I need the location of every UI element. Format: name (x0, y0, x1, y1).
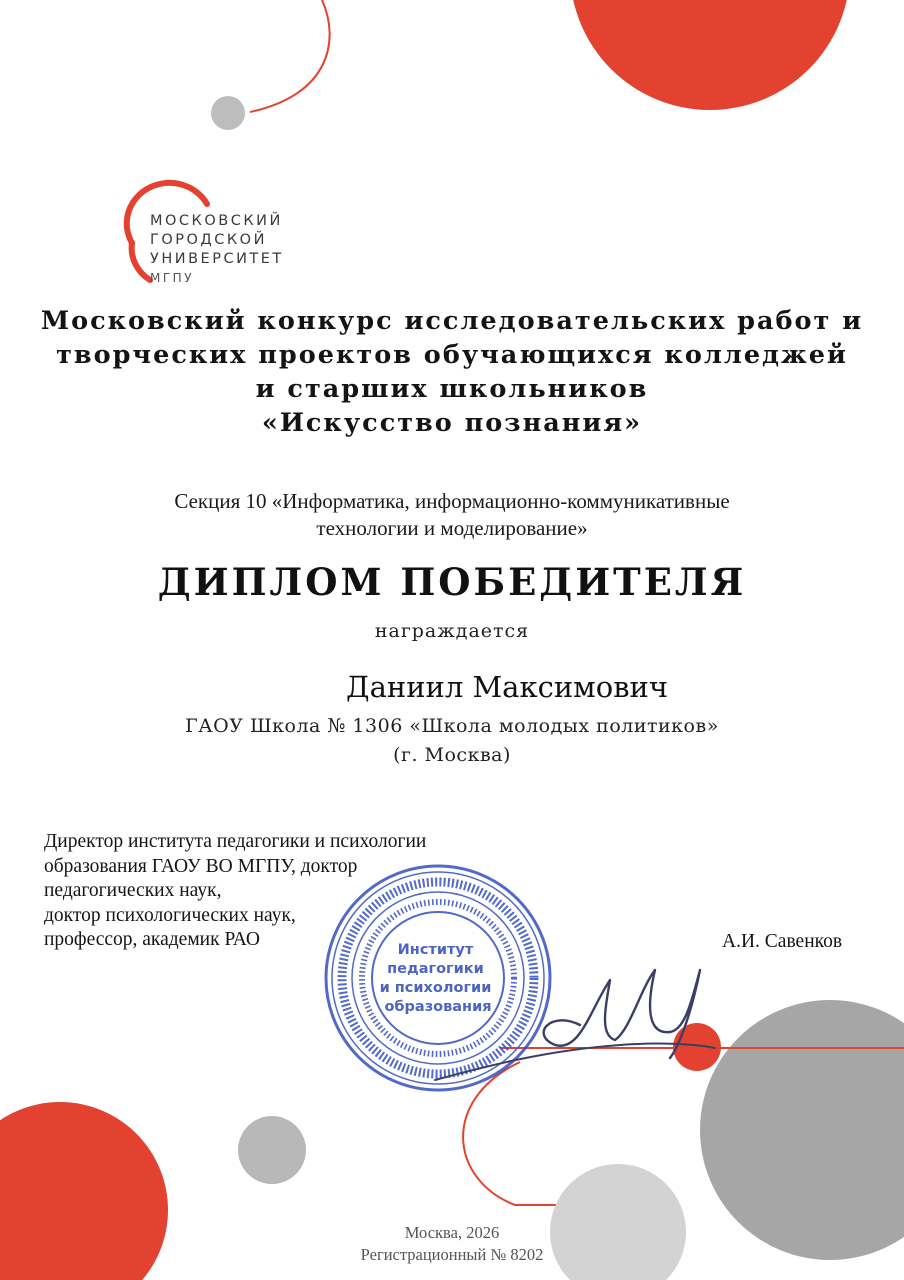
handwritten-signature (430, 940, 720, 1090)
bottom-left-gray-dot (238, 1116, 306, 1184)
position-line: Директор института педагогики и психологии (44, 831, 427, 852)
logo-line-4: МГПУ (150, 271, 195, 285)
awarded-label: награждается (374, 620, 530, 642)
bottom-right-gray-circle (700, 1000, 904, 1260)
section-line-2: технологии и моделирование» (316, 516, 588, 540)
title-line-4: «Искусство познания» (261, 408, 643, 438)
footer-registration: Регистрационный № 8202 (360, 1245, 544, 1264)
position-line: педагогических наук, (44, 880, 222, 901)
school-line-2: (г. Москва) (393, 744, 511, 766)
stamp-center-line: образования (384, 999, 492, 1015)
diploma-title: ДИПЛОМ ПОБЕДИТЕЛЯ (157, 560, 747, 604)
footer-city-year: Москва, 2026 (404, 1223, 500, 1242)
section-name (40, 488, 864, 542)
top-right-red-circle (570, 0, 850, 110)
top-left-gray-dot (211, 96, 245, 130)
logo-line-2: ГОРОДСКОЙ (150, 232, 267, 248)
logo-line-1: МОСКОВСКИЙ (150, 213, 283, 229)
stamp-center-line: педагогики (387, 961, 484, 977)
signatory-name: А.И. Савенков (722, 931, 843, 952)
university-logo (150, 212, 284, 288)
stamp-center-line: Институт (397, 942, 474, 958)
title-line-1: Московский конкурс исследовательских работ и (40, 306, 864, 336)
section-line-1: Секция 10 «Информатика, информационно-коммуникативные (174, 489, 730, 513)
logo-red-arc-tail (132, 243, 150, 280)
position-line: образования ГАОУ ВО МГПУ, доктор (44, 855, 358, 877)
recipient-school (40, 712, 864, 770)
title-line-2: творческих проектов обучающихся колледжей (56, 340, 848, 370)
position-line: доктор психологических наук, (44, 904, 296, 926)
stamp-center-line: и психологии (379, 980, 492, 996)
position-line: профессор, академик РАО (44, 929, 261, 950)
school-line-1: ГАОУ Школа № 1306 «Школа молодых политиков» (185, 715, 719, 737)
footer (40, 1222, 864, 1266)
title-line-3: и старших школьников (255, 374, 649, 404)
recipient-name: Даниил Максимович (346, 670, 669, 704)
contest-title (40, 304, 864, 440)
top-left-red-arc (250, 0, 330, 112)
logo-line-3: УНИВЕРСИТЕТ (150, 251, 284, 267)
